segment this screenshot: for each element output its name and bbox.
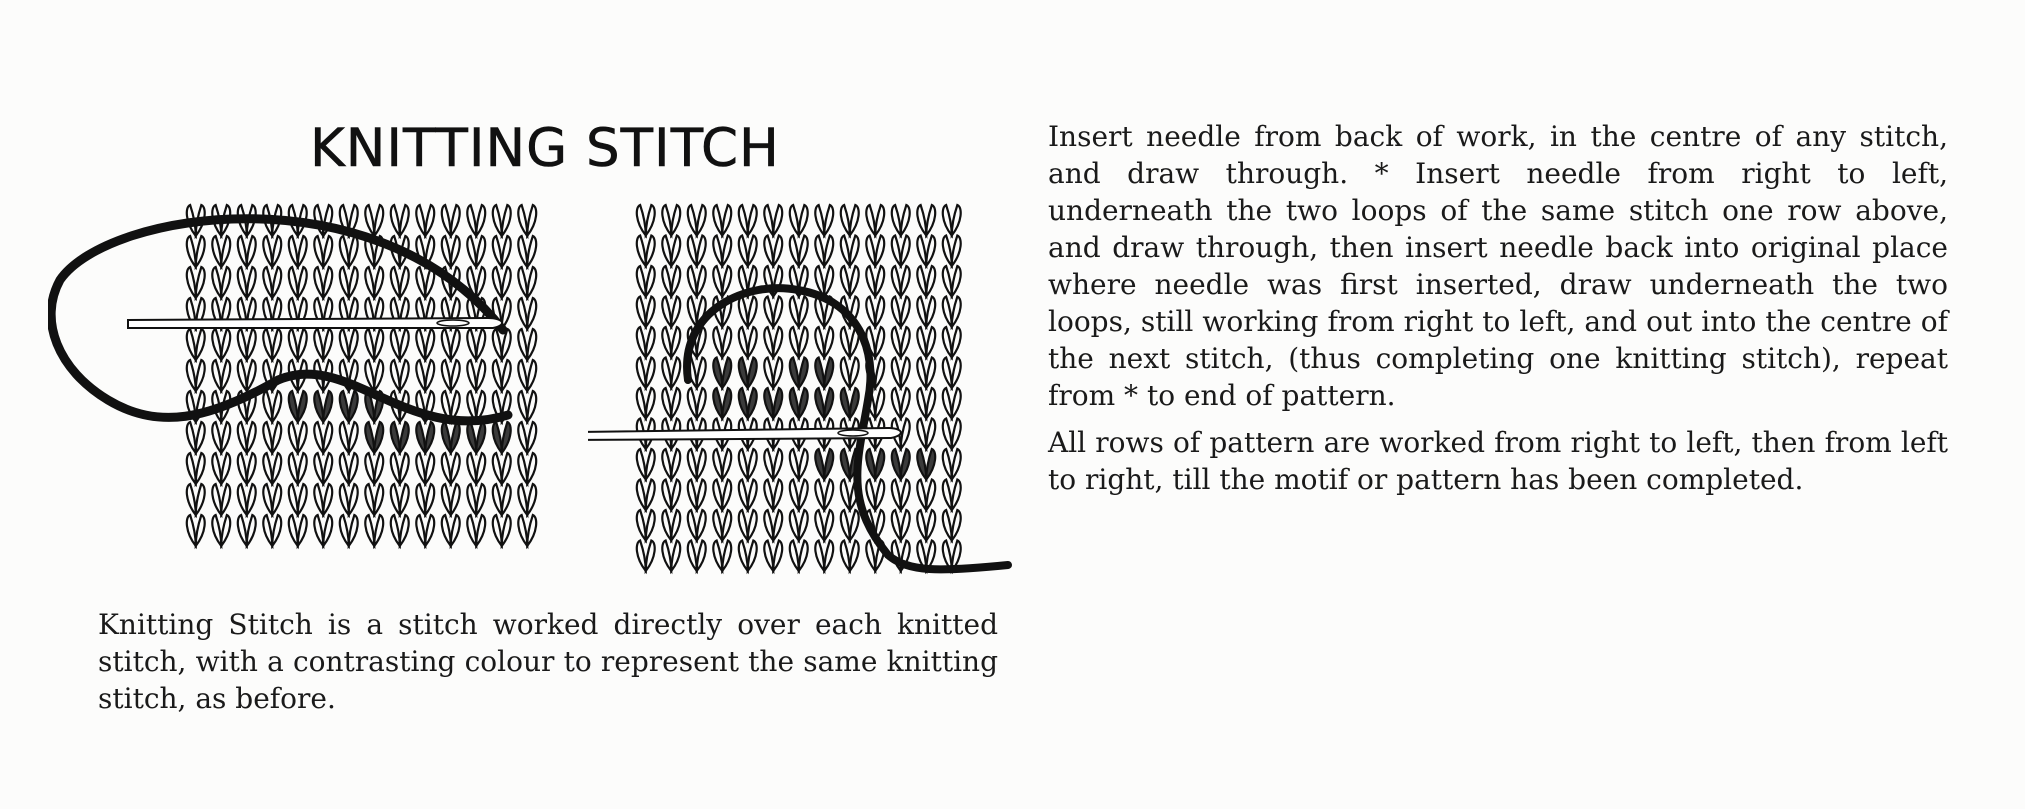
knit-stitch-grid <box>637 205 961 571</box>
caption-text: Knitting Stitch is a stitch worked directly over each knitted stitch, with a contrasting colour to represent the same knitting stitch, as before. <box>98 608 998 715</box>
page-title: KNITTING STITCH <box>310 118 780 179</box>
instructions-paragraph-2: All rows of pattern are worked from right to left, then from left to right, till the motif or pattern has been completed. <box>1048 426 1948 496</box>
instructions-block <box>1048 118 1948 498</box>
knitting-swatch-illustration-1 <box>48 200 593 560</box>
instructions-paragraph-1: Insert needle from back of work, in the centre of any stitch, and draw through. * Insert needle from right to left, underneath the two loops of the same stitch one row above, and draw through, then insert needle back into original place where needle was first inserted, draw underneath the two loops, still working from right to left, and out into the centre of the next stitch, (thus completing one knitting stitch), repeat from * to end of pattern. <box>1048 120 1948 412</box>
knitting-swatch-illustration-2 <box>588 200 1038 580</box>
knit-stitch-grid <box>187 205 536 546</box>
